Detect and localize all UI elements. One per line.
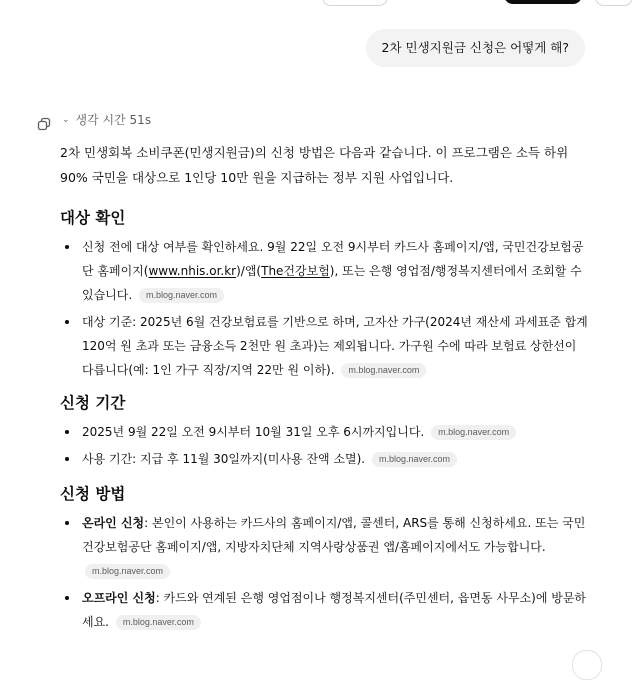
period-list <box>60 420 590 471</box>
list-item <box>82 420 590 444</box>
top-icon-button[interactable] <box>595 0 633 6</box>
chevron-down-icon: ⌄ <box>62 115 70 125</box>
answer-intro: 2차 민생회복 소비쿠폰(민생지원금)의 신청 방법은 다음과 같습니다. 이 프로그램은 소득 하위 90% 국민을 대상으로 1인당 10만 원을 지급하는 정부 지원 사업입니다. <box>60 145 569 185</box>
item-text: )/앱( <box>236 264 262 278</box>
thinking-label: 생각 시간 51s <box>75 113 152 127</box>
section-heading-method: 신청 방법 <box>60 485 126 503</box>
item-text: : 본인이 사용하는 카드사의 홈페이지/앱, 콜센터, ARS를 통해 신청하세요. 또는 국민건강보험공단 홈페이지/앱, 지방자치단체 지역사랑상품권 앱/홈페이지에서도 가능합니다. <box>82 516 586 554</box>
copy-icon[interactable] <box>37 117 51 131</box>
list-item <box>82 447 590 471</box>
section-heading-eligibility: 대상 확인 <box>60 209 126 227</box>
scroll-down-button[interactable] <box>572 650 602 680</box>
list-item <box>82 310 590 382</box>
source-chip[interactable]: m.blog.naver.com <box>431 425 516 440</box>
top-primary-button[interactable] <box>504 0 582 4</box>
method-list <box>60 511 590 634</box>
item-text: ), 또는 은행 영업점/행정복지센터에서 조회할 수 있습니다. <box>82 264 582 302</box>
item-text: : 카드와 연계된 은행 영업점이나 행정복지센터(주민센터, 읍면동 사무소)에 방문하세요. <box>82 591 587 629</box>
eligibility-list <box>60 235 590 382</box>
assistant-answer <box>60 140 590 637</box>
source-chip[interactable]: m.blog.naver.com <box>139 288 224 303</box>
item-text: 신청 전에 대상 여부를 확인하세요. 9월 22일 오전 9시부터 카드사 홈페이지/앱, 국민건강보험공단 홈페이지( <box>82 240 584 278</box>
list-item <box>82 586 590 634</box>
top-toolbar-button[interactable] <box>322 0 388 6</box>
source-chip[interactable]: m.blog.naver.com <box>116 615 201 630</box>
nhis-link[interactable]: www.nhis.or.kr <box>148 264 237 278</box>
item-text: 사용 기간: 지급 후 11월 30일까지(미사용 잔액 소멸). <box>82 452 366 466</box>
user-message-bubble: 2차 민생지원금 신청은 어떻게 해? <box>366 29 585 67</box>
list-item <box>82 235 590 307</box>
thinking-toggle[interactable] <box>62 111 151 129</box>
item-label: 오프라인 신청 <box>82 591 156 605</box>
app-link[interactable]: The건강보험 <box>261 264 330 278</box>
source-chip[interactable]: m.blog.naver.com <box>85 564 170 579</box>
section-heading-period: 신청 기간 <box>60 394 126 412</box>
list-item <box>82 511 590 583</box>
item-label: 온라인 신청 <box>82 516 145 530</box>
source-chip[interactable]: m.blog.naver.com <box>372 452 457 467</box>
source-chip[interactable]: m.blog.naver.com <box>341 363 426 378</box>
item-text: 대상 기준: 2025년 6월 건강보험료를 기반으로 하며, 고자산 가구(2024년 재산세 과세표준 합계 120억 원 초과 또는 금융소득 2천만 원 초과)는 제외됩니다. 가구원 수에 따라 보험료 상한선이 다릅니다(예: 1인 가구 직장/지역 22만 원 이하). <box>82 315 588 377</box>
item-text: 2025년 9월 22일 오전 9시부터 10월 31일 오후 6시까지입니다. <box>82 425 425 439</box>
